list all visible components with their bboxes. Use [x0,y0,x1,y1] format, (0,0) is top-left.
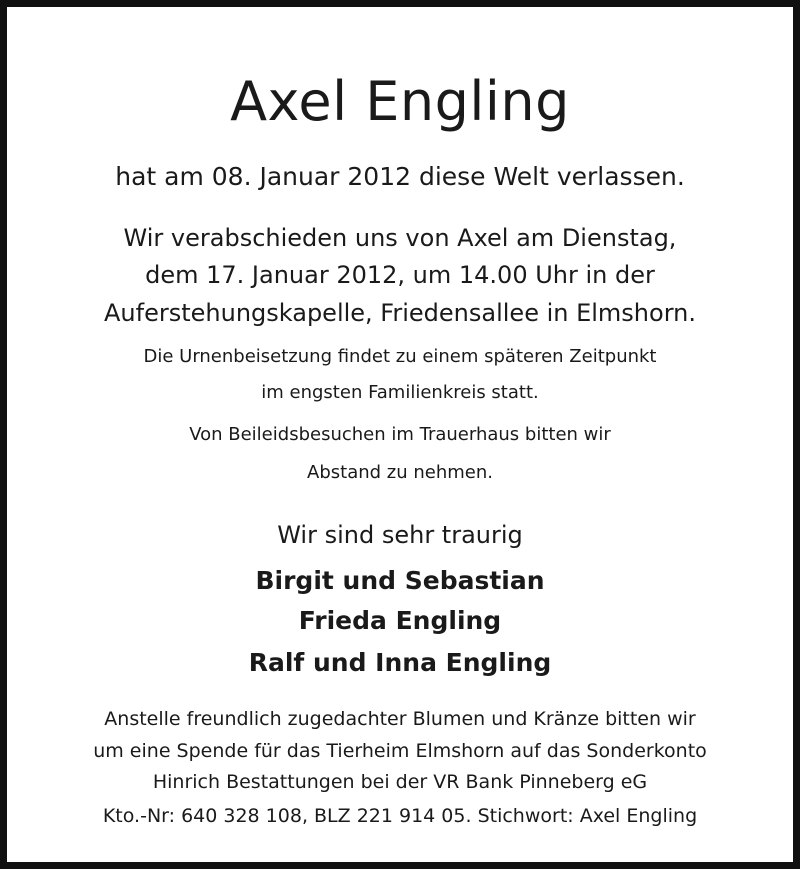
detail-line: im engsten Familienkreis statt. [261,382,539,403]
date-of-death-line: hat am 08. Januar 2012 diese Welt verlassen. [115,162,685,191]
farewell-line: Auferstehungskapelle, Friedensallee in Elmshorn. [104,299,696,327]
mourner-name: Frieda Engling [298,606,502,635]
detail-line: Von Beileidsbesuchen im Trauerhaus bitten wir [189,424,611,445]
detail-line: Die Urnenbeisetzung findet zu einem späteren Zeitpunkt [143,346,657,367]
bank-details-line: Kto.-Nr: 640 328 108, BLZ 221 914 05. Stichwort: Axel Engling [102,805,698,827]
farewell-line: dem 17. Januar 2012, um 14.00 Uhr in der [145,261,655,289]
farewell-line: Wir verabschieden uns von Axel am Dienstag, [123,224,677,252]
mourner-name: Ralf und Inna Engling [248,648,552,677]
mourning-statement: Wir sind sehr traurig [277,521,523,549]
deceased-name: Axel Engling [230,70,570,133]
donation-line: um eine Spende für das Tierheim Elmshorn auf das Sonderkonto [93,740,707,762]
mourner-name: Birgit und Sebastian [255,566,545,595]
donation-line: Anstelle freundlich zugedachter Blumen und Kränze bitten wir [104,708,696,730]
donation-line: Hinrich Bestattungen bei der VR Bank Pinneberg eG [152,771,648,793]
detail-line: Abstand zu nehmen. [307,462,493,483]
